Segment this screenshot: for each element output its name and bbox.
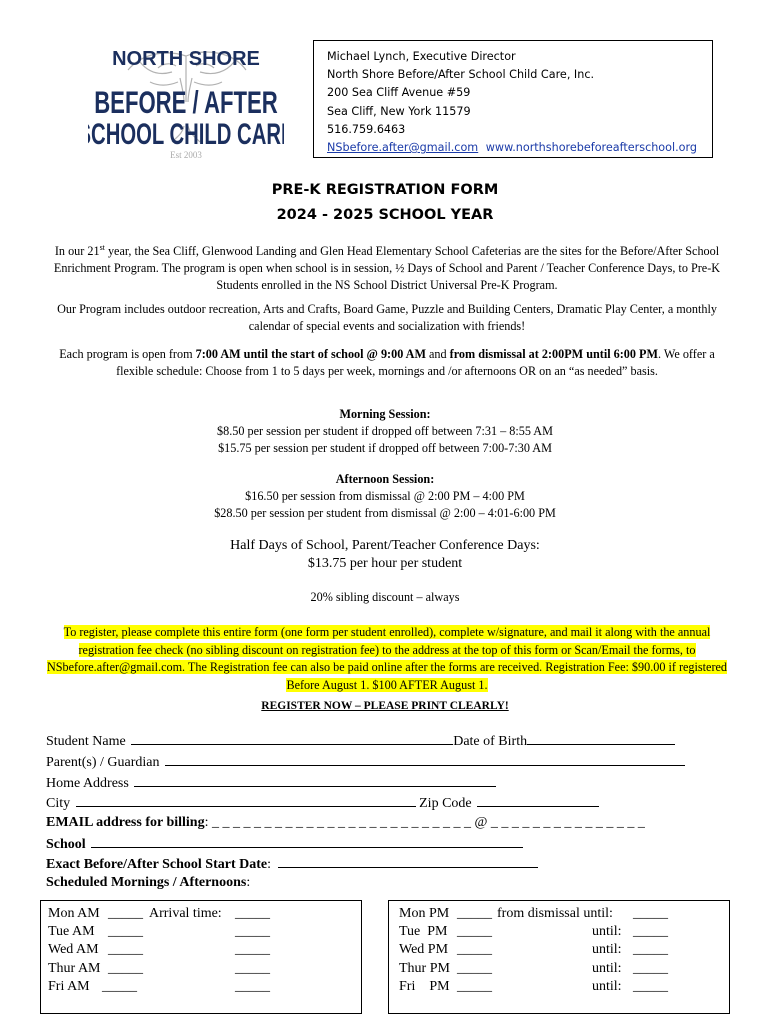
form-title-line-2: 2024 - 2025 SCHOOL YEAR: [276, 207, 494, 223]
school-row: [46, 833, 523, 855]
student-name-label: Student Name: [46, 734, 126, 749]
pm-day-label: Tue PM: [399, 924, 448, 940]
city-row: [46, 792, 599, 814]
am-day-field[interactable]: _____: [108, 960, 143, 976]
school-label: School: [46, 837, 86, 852]
pm-row: [399, 978, 729, 996]
pm-row: [399, 923, 729, 941]
pm-day-label: Mon PM: [399, 906, 450, 921]
pm-schedule-box: [388, 900, 730, 1014]
organization-name: North Shore Before/After School Child Care, Inc.: [327, 68, 595, 82]
parents-label: Parent(s) / Guardian: [46, 755, 160, 770]
school-field[interactable]: [91, 833, 523, 848]
until-label: until:: [592, 978, 622, 994]
parents-field[interactable]: [165, 751, 685, 766]
scheduled-row: Scheduled Mornings / Afternoons:: [46, 875, 251, 890]
am-day-field[interactable]: _____: [102, 978, 137, 994]
website-link[interactable]: www.northshorebeforeafterschool.org: [485, 141, 698, 155]
afternoon-rate-2: $28.50 per session per student from dismissal @ 2:00 – 4:01-6:00 PM: [214, 506, 556, 520]
svg-text:SCHOOL CHILD CARE: SCHOOL CHILD CARE: [88, 118, 284, 152]
parents-row: [46, 751, 685, 773]
am-row: [48, 960, 361, 978]
arrival-time-field[interactable]: _____: [235, 924, 270, 940]
email-row: EMAIL address for billing: _ _ _ _ _ _ _ _ _ _ _ _ _ _ _ _ _ _ _ _ _ _ _ _ _ @ _ _ _ _ _ _ _ _ _ _ _ _ _ _ _: [46, 815, 645, 830]
am-day-field[interactable]: _____: [108, 906, 143, 921]
pm-day-field[interactable]: _____: [457, 978, 492, 994]
am-day-label: Mon AM: [48, 906, 100, 921]
until-label: until:: [592, 924, 622, 940]
program-paragraph: Our Program includes outdoor recreation, Arts and Crafts, Board Game, Puzzle and Building Centers, Dramatic Play Center, a monthly calendar of special events and socialization with friends!: [57, 302, 717, 333]
am-day-label: Wed AM: [48, 942, 99, 958]
until-label: until:: [592, 942, 622, 958]
register-now-heading: REGISTER NOW – PLEASE PRINT CLEARLY!: [261, 700, 509, 712]
dob-label: Date of Birth: [453, 734, 528, 749]
svg-text:Est 2003: Est 2003: [170, 150, 202, 160]
tree-icon: [88, 42, 284, 162]
svg-text:BEFORE / AFTER: BEFORE / AFTER: [94, 85, 278, 120]
form-title-line-1: PRE-K REGISTRATION FORM: [271, 182, 499, 198]
hours-paragraph: Each program is open from 7:00 AM until the start of school @ 9:00 AM and from dismissal at 2:00PM until 6:00 PM. We offer a flexible schedule: Choose from 1 to 5 days per week, mornings and /or afternoons OR on an “as needed” basis.: [59, 347, 715, 378]
start-date-label: Exact Before/After School Start Date: [46, 857, 268, 872]
pickup-time-field[interactable]: _____: [633, 978, 668, 994]
home-address-row: [46, 772, 496, 794]
pm-day-field[interactable]: _____: [457, 924, 492, 940]
afternoon-rate-1: $16.50 per session from dismissal @ 2:00 PM – 4:00 PM: [245, 489, 525, 503]
student-name-field[interactable]: [131, 730, 453, 745]
am-day-field[interactable]: _____: [108, 942, 143, 958]
pm-row: [399, 941, 729, 959]
am-schedule-box: [40, 900, 362, 1014]
half-days-rate: $13.75 per hour per student: [307, 556, 463, 571]
start-date-row: Exact Before/After School Start Date:: [46, 853, 538, 875]
zip-field[interactable]: [477, 792, 599, 807]
home-address-field[interactable]: [134, 772, 496, 787]
pickup-time-field[interactable]: _____: [633, 924, 668, 940]
morning-rate-2: $15.75 per session per student if dropped off between 7:00-7:30 AM: [218, 441, 552, 455]
dob-field[interactable]: [527, 730, 675, 745]
pm-row: [399, 960, 729, 978]
from-dismissal-label: from dismissal until:: [497, 906, 613, 921]
email-at-sign: @: [474, 815, 488, 830]
am-row: [48, 978, 361, 996]
pickup-time-field[interactable]: _____: [633, 960, 668, 976]
pickup-time-field[interactable]: _____: [633, 906, 668, 921]
am-row: [48, 923, 361, 941]
intro-paragraph: In our 21st year, the Sea Cliff, Glenwood Landing and Glen Head Elementary School Cafeterias are the sites for the Before/After School Enrichment Program. The program is open when school is in session, ½ Days of School and Parent / Teacher Conference Days, to Pre-K Students enrolled in the NS School District Universal Pre-K Program.: [53, 243, 721, 293]
form-title: [0, 178, 770, 228]
am-day-label: Thur AM: [48, 960, 101, 976]
arrival-time-field[interactable]: _____: [235, 942, 270, 958]
morning-heading: Morning Session:: [339, 407, 431, 421]
city-label: City: [46, 796, 71, 811]
home-address-label: Home Address: [46, 776, 129, 791]
arrival-time-label: Arrival time:: [149, 906, 222, 921]
email-label: EMAIL address for billing: [46, 815, 205, 830]
pm-day-field[interactable]: _____: [457, 942, 492, 958]
email-user-field[interactable]: _ _ _ _ _ _ _ _ _ _ _ _ _ _ _ _ _ _ _ _ _ _ _ _ _: [211, 815, 471, 830]
sibling-discount: 20% sibling discount – always: [310, 590, 460, 604]
am-row: [48, 941, 361, 959]
phone-number: 516.759.6463: [327, 122, 406, 136]
am-day-field[interactable]: _____: [108, 924, 143, 940]
contact-box: [313, 40, 713, 158]
pm-day-label: Fri PM: [399, 978, 450, 994]
morning-session: [0, 406, 770, 457]
pm-day-label: Thur PM: [399, 960, 450, 976]
until-label: until:: [592, 960, 622, 976]
director-name: Michael Lynch, Executive Director: [327, 50, 516, 63]
am-day-label: Fri AM: [48, 978, 90, 994]
logo: [88, 42, 284, 162]
half-days-section: [0, 537, 770, 573]
pm-day-label: Wed PM: [399, 942, 449, 958]
zip-label: Zip Code: [419, 796, 472, 811]
morning-rate-1: $8.50 per session per student if dropped off between 7:31 – 8:55 AM: [217, 424, 553, 438]
email-domain-field[interactable]: _ _ _ _ _ _ _ _ _ _ _ _ _ _ _: [490, 815, 645, 830]
svg-text:NORTH SHORE: NORTH SHORE: [112, 48, 260, 70]
half-days-heading: Half Days of School, Parent/Teacher Conference Days:: [230, 538, 540, 553]
arrival-time-field[interactable]: _____: [235, 978, 270, 994]
student-name-row: [46, 730, 675, 752]
afternoon-heading: Afternoon Session:: [335, 472, 435, 486]
afternoon-session: [0, 471, 770, 522]
start-date-field[interactable]: [278, 853, 538, 868]
am-day-label: Tue AM: [48, 924, 95, 940]
am-row: [48, 905, 361, 923]
address-line-1: 200 Sea Cliff Avenue #59: [327, 86, 471, 100]
arrival-time-field[interactable]: _____: [235, 960, 270, 976]
registration-text: To register, please complete this entire form (one form per student enrolled), complete w/signature, and mail it along with the annual registration fee check (no sibling discount on registration fee) to the address at the top of this form or Scan/Email the forms, to NSbefore.after@gmail.com. The Registration fee can also be paid online after the forms are received. Registration Fee: $90.00 if registered Before August 1. $100 AFTER August 1.: [46, 625, 728, 692]
pm-row: [399, 905, 729, 923]
pm-day-field[interactable]: _____: [457, 960, 492, 976]
pm-day-field[interactable]: _____: [457, 906, 492, 921]
registration-instructions: [46, 624, 728, 694]
address-line-2: Sea Cliff, New York 11579: [327, 104, 471, 118]
arrival-time-field[interactable]: _____: [235, 906, 270, 921]
scheduled-label: Scheduled Mornings / Afternoons: [46, 875, 247, 890]
email-link[interactable]: NSbefore.after@gmail.com: [327, 141, 479, 155]
pickup-time-field[interactable]: _____: [633, 942, 668, 958]
city-field[interactable]: [76, 792, 416, 807]
